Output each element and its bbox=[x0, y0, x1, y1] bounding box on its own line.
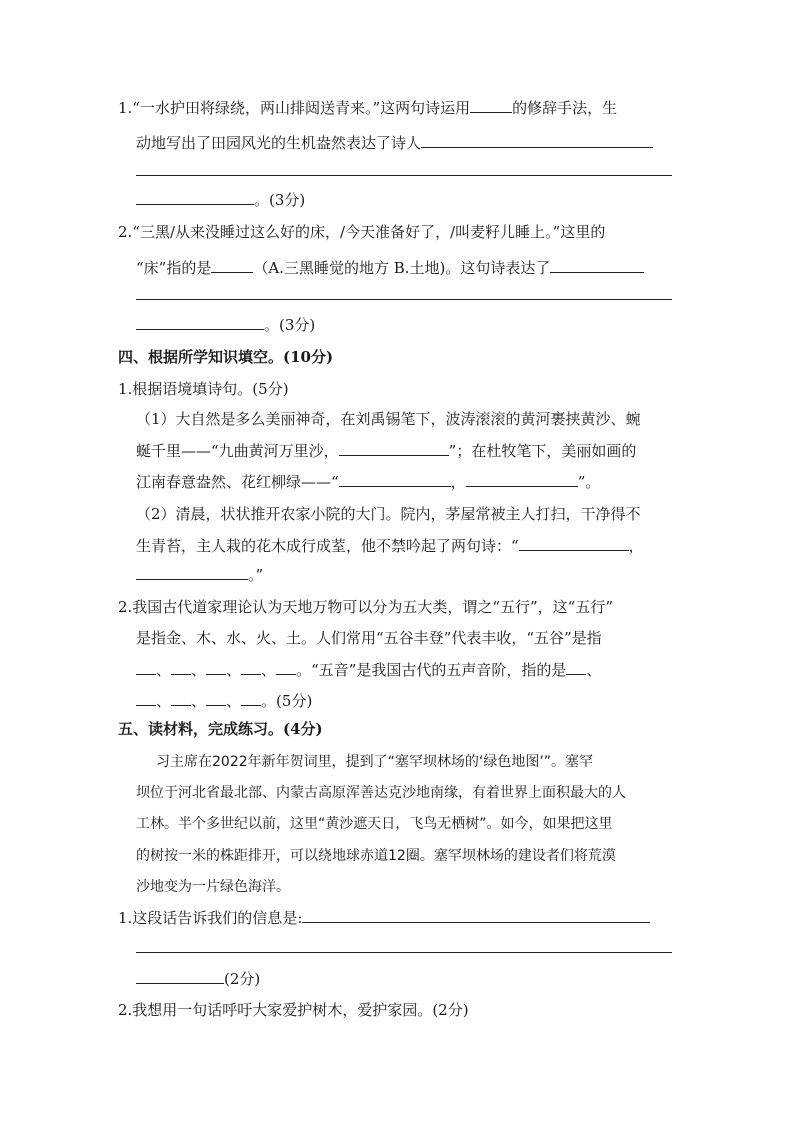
blank-grain-2[interactable] bbox=[171, 659, 191, 675]
blank-grain-4[interactable] bbox=[241, 659, 261, 675]
blank-tone-5[interactable] bbox=[241, 690, 261, 706]
s4-p2-line3: 。” bbox=[136, 564, 263, 585]
material-line: 工林。半个多世纪以前，这里“黄沙遮天日，飞鸟无栖树”。如今，如果把这里 bbox=[136, 816, 613, 832]
s4-p2-line2: 生青苔，主人栽的花木成行成荎，他不禁吟起了两句诗：“ ， bbox=[136, 537, 644, 555]
s4-q2-line1: 2.我国古代道家理论认为天地万物可以分为五大类，谓之“五行”，这“五行” bbox=[118, 598, 613, 616]
q3-1-line1: 1.“一水护田将绿绕，两山排闼送青来。”这两句诗运用 的修辞手法，生 bbox=[118, 99, 618, 117]
blank-grain-1[interactable] bbox=[136, 659, 156, 675]
blank-tone-4[interactable] bbox=[206, 690, 226, 706]
s4-p2-line1: （2）清晨，状状推开农家小院的大门。院内，茅屋常被主人打扫，干净得不 bbox=[136, 505, 641, 523]
blank-feeling-end[interactable] bbox=[136, 189, 254, 205]
blank-info[interactable] bbox=[302, 907, 650, 923]
s4-p1-line3: 江南春意盎然、花红柳绿——“ ， ”。 bbox=[136, 473, 601, 491]
answer-rule[interactable] bbox=[136, 299, 672, 300]
blank-poem-5[interactable] bbox=[136, 564, 248, 580]
q3-2-line2: “床”指的是 （A.三黑睡觉的地方 B.土地)。这句诗表达了 bbox=[136, 257, 644, 278]
answer-rule[interactable] bbox=[136, 952, 672, 953]
blank-tone-2[interactable] bbox=[136, 690, 156, 706]
blank-grain-3[interactable] bbox=[206, 659, 226, 675]
s4-q2-line4: 、 、 、 。(5分) bbox=[136, 690, 312, 711]
blank-poem-1[interactable] bbox=[339, 440, 449, 456]
blank-tone-1[interactable] bbox=[566, 659, 586, 675]
q3-1-line3: 。(3分) bbox=[136, 189, 305, 210]
blank-feeling[interactable] bbox=[421, 132, 653, 148]
blank-expresses-end[interactable] bbox=[136, 314, 264, 330]
q3-2-line1: 2.“三黑/从来没睡过这么好的床，/今天准备好了，/叫麦籽儿睡上。”这里的 bbox=[118, 223, 606, 241]
s4-q2-line3: 、 、 、 、 。“五音”是我国古代的五声音阶，指的是 、 bbox=[136, 659, 601, 680]
material-line: 沙地变为一片绿色海洋。 bbox=[136, 879, 290, 895]
blank-bed[interactable] bbox=[211, 257, 253, 273]
s4-p1-line2: 蜒千里——“九曲黄河万里沙， ”；在杜牧笔下，美丽如画的 bbox=[136, 442, 637, 460]
material-line: 习主席在2022年新年贺词里，提到了“塞罕坝林场的‘绿色地图’”。塞罕 bbox=[156, 754, 594, 770]
material-line: 的树按一米的株距排开，可以绕地球赤道12圈。塞罕坝林场的建设者们将荒漠 bbox=[136, 848, 616, 864]
blank-info-end[interactable] bbox=[136, 968, 224, 984]
s4-q1-title: 1.根据语境填诗句。(5分) bbox=[118, 380, 289, 398]
q3-2-line3: 。(3分) bbox=[136, 314, 315, 335]
s5-q1-line1: 1.这段话告诉我们的信息是: bbox=[118, 907, 650, 928]
blank-poem-2[interactable] bbox=[339, 471, 451, 487]
blank-tone-3[interactable] bbox=[171, 690, 191, 706]
q3-1-line2: 动地写出了田园风光的生机盎然表达了诗人 bbox=[136, 132, 653, 153]
section-4-heading: 四、根据所学知识填空。(10分) bbox=[118, 348, 334, 366]
s5-q2: 2.我想用一句话呼吁大家爱护树木，爱护家园。(2分) bbox=[118, 1001, 469, 1019]
blank-poem-4[interactable] bbox=[519, 535, 629, 551]
answer-rule[interactable] bbox=[136, 175, 672, 176]
blank-grain-5[interactable] bbox=[276, 659, 296, 675]
blank-rhetoric[interactable] bbox=[470, 97, 512, 113]
blank-poem-3[interactable] bbox=[466, 471, 578, 487]
material-line: 坝位于河北省最北部、内蒙古高原浑善达克沙地南缘，有着世界上面积最大的人 bbox=[136, 785, 626, 801]
section-5-heading: 五、读材料，完成练习。(4分) bbox=[118, 720, 323, 738]
s4-q2-line2: 是指金、木、水、火、土。人们常用“五谷丰登”代表丰收，“五谷”是指 bbox=[136, 629, 602, 647]
blank-expresses[interactable] bbox=[550, 257, 644, 273]
s4-p1-line1: （1）大自然是多么美丽神奇，在刘禹锡笔下，波涛滚滚的黄河裹挟黄沙、蜿 bbox=[136, 410, 641, 428]
s5-q1-line2: (2分) bbox=[136, 968, 260, 989]
